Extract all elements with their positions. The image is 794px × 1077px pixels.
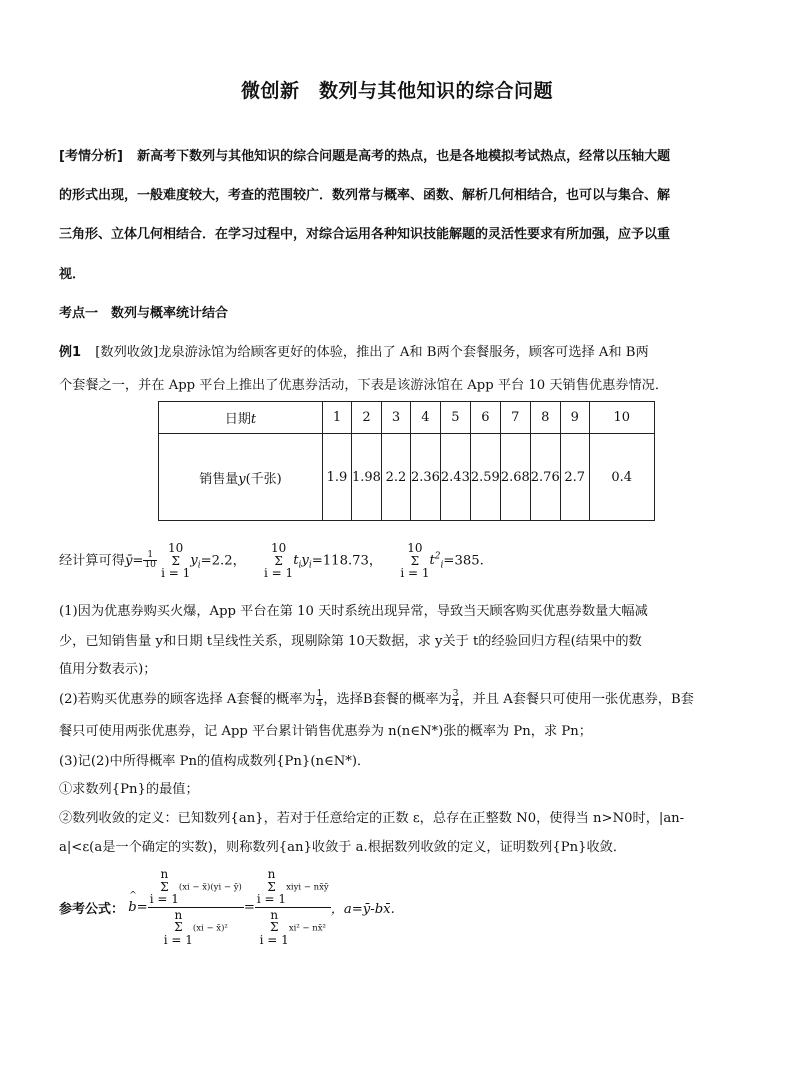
table-cell: 7: [500, 402, 530, 434]
table-cell: 2.43: [440, 434, 470, 521]
example-line-2: 个套餐之一，并在 App 平台上推出了优惠券活动，下表是该游泳馆在 App 平台 10 天销售优惠券情况．: [59, 378, 669, 393]
table-cell: 4: [410, 402, 440, 434]
q1-line-1: (1)因为优惠券购买火爆，App 平台在第 10 天时系统出现异常，导致当天顾客购买优惠券数量大幅减: [59, 604, 648, 619]
calc-value-2: =118.73，: [311, 553, 383, 569]
section-heading: 考点一 数列与概率统计结合: [59, 306, 229, 321]
page-title: 微创新 数列与其他知识的综合问题: [240, 80, 553, 102]
example-line-1: [59, 341, 649, 360]
analysis-line-1: [59, 145, 670, 164]
calc-value-1: =2.2，: [200, 553, 246, 569]
table-cell: 1.98: [352, 434, 382, 521]
table-cell: 5: [440, 402, 470, 434]
calc-value-3: =385.: [443, 553, 484, 569]
q2-line-2: 餐只可使用两张优惠券，记 App 平台累计销售优惠券为 n(n∈N*)张的概率为 Pn，求 Pn；: [59, 724, 592, 739]
table-cell: 2.7: [560, 434, 589, 521]
example-text-1: 龙泉游泳馆为给顾客更好的体验，推出了 A和 B两个套餐服务，顾客可选择 A和 B两: [158, 345, 649, 360]
table-cell: 2: [352, 402, 382, 434]
q3-line-1: (3)记(2)中所得概率 Pn的值构成数列{Pn}(n∈N*)．: [59, 754, 371, 769]
q3-line-4: a|<ε(a是一个确定的实数)，则称数列{an}收敛于 a.根据数列收敛的定义，证明数列{Pn}收敛．: [59, 840, 627, 855]
table-cell: 2.68: [500, 434, 530, 521]
sum-symbol: 10 Σ i = 1: [264, 541, 294, 581]
formula-label: 参考公式：: [59, 901, 125, 917]
table-cell: 1: [323, 402, 352, 434]
probability-fraction-b: $\frac{3}{4}$: [452, 689, 459, 709]
example-label: 例1: [59, 345, 82, 360]
table-cell: 1.9: [323, 434, 352, 521]
calc-line: 经计算可得ȳ= $\frac{1}{10}$ 10 Σ i = 1 $y_i=2.2$， 10 Σ i = 1 $t_iy_i=118.73$， 10 Σ i = 1 $t^2_i=385$.: [59, 541, 484, 581]
table-row-label: 销售量y(千张): [159, 434, 323, 521]
table-cell: 2.2: [381, 434, 410, 521]
table-cell: 9: [560, 402, 589, 434]
analysis-line-4: 视．: [59, 267, 86, 282]
q1-line-2: 少，已知销售量 y和日期 t呈线性关系，现剔除第 10天数据，求 y关于 t的经验回归方程(结果中的数: [59, 634, 642, 649]
formula-tail: ，a=ȳ-bx̄.: [330, 901, 395, 917]
b-hat: ^ b: [128, 900, 136, 915]
q2-line-1: (2)若购买优惠券的顾客选择 A套餐的概率为 $\frac{1}{4}$ ，选择B套餐的概率为 $\frac{3}{4}$ ，并且 A套餐只可使用一张优惠券，B套: [59, 689, 694, 709]
analysis-line-3: 三角形、立体几何相结合．在学习过程中，对综合运用各种知识技能解题的灵活性要求有所加强，应予以重: [59, 227, 671, 242]
sum-symbol: 10 Σ i = 1: [400, 541, 430, 581]
formula-fraction-2: n Σ i = 1 xiyi − nx̄ȳ n Σ i = 1 xi² − nx̄²: [256, 867, 329, 947]
table-cell: 2.59: [470, 434, 500, 521]
table-cell: 6: [470, 402, 500, 434]
q1-line-3: 值用分数表示)；: [59, 662, 157, 677]
table-cell: 2.76: [530, 434, 560, 521]
analysis-text-1: 新高考下数列与其他知识的综合问题是高考的热点，也是各地模拟考试热点，经常以压轴大题: [137, 149, 671, 164]
table-row-dates: [159, 402, 655, 434]
analysis-label: [考情分析]: [59, 149, 123, 164]
table-cell: 2.36: [410, 434, 440, 521]
calc-fraction: $\frac{1}{10}$: [144, 550, 156, 571]
probability-fraction-a: $\frac{1}{4}$: [316, 689, 323, 709]
table-cell: 0.4: [589, 434, 654, 521]
example-tag: [数列收敛]: [95, 345, 159, 360]
table-cell: 3: [381, 402, 410, 434]
table-header-label: 日期t: [159, 402, 323, 434]
sum-symbol: 10 Σ i = 1: [161, 541, 191, 581]
sales-table: [158, 401, 655, 521]
q3-line-3: ②数列收敛的定义：已知数列{an}，若对于任意给定的正数 ε，总存在正整数 N0，使得当 n>N0时，|an-: [59, 811, 685, 826]
reference-formula: 参考公式： ^ b= n Σ i = 1 (xi − x̄)(yi − ȳ) n Σ i = 1 (xi − x̄)² = n Σ i = 1 xiyi − nx̄ȳ n Σ i = 1 xi² − nx̄² ，a=ȳ-bx̄.: [59, 868, 395, 947]
table-row-sales: [159, 434, 655, 521]
formula-fraction-1: n Σ i = 1 (xi − x̄)(yi − ȳ) n Σ i = 1 (xi − x̄)²: [149, 867, 242, 947]
calc-prefix: 经计算可得: [59, 553, 125, 569]
table-cell: 8: [530, 402, 560, 434]
analysis-line-2: 的形式出现，一般难度较大，考查的范围较广．数列常与概率、函数、解析几何相结合，也可以与集合、解: [59, 188, 671, 203]
q3-line-2: ①求数列{Pn}的最值；: [59, 782, 199, 797]
table-cell: 10: [589, 402, 654, 434]
